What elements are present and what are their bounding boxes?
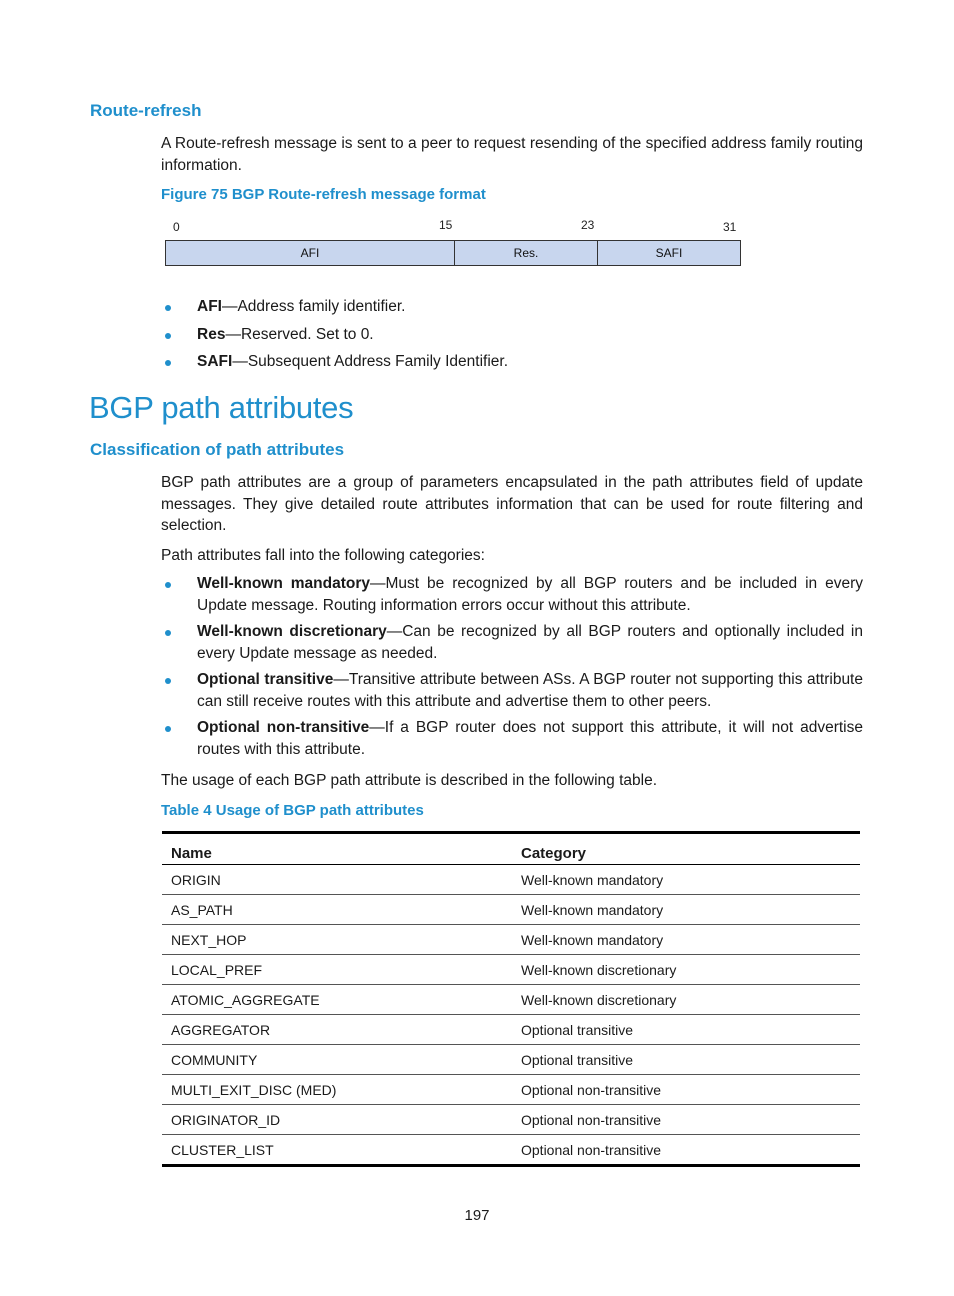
term: Well-known discretionary bbox=[197, 623, 387, 640]
table-row bbox=[162, 1105, 860, 1135]
cell-name: ORIGINATOR_ID bbox=[162, 1105, 512, 1135]
cell-name: COMMUNITY bbox=[162, 1045, 512, 1075]
column-header-category: Category bbox=[512, 833, 860, 865]
cell-category: Well-known discretionary bbox=[512, 985, 860, 1015]
table-lead: The usage of each BGP path attribute is described in the following table. bbox=[161, 772, 658, 789]
table-row bbox=[162, 1045, 860, 1075]
term: AFI bbox=[197, 298, 222, 315]
column-header-name: Name bbox=[162, 833, 512, 865]
cell-name: NEXT_HOP bbox=[162, 925, 512, 955]
table-caption: Table 4 Usage of BGP path attributes bbox=[161, 802, 424, 819]
cell-name: MULTI_EXIT_DISC (MED) bbox=[162, 1075, 512, 1105]
table-row bbox=[162, 1075, 860, 1105]
cell-name: AGGREGATOR bbox=[162, 1015, 512, 1045]
list-item bbox=[161, 669, 863, 712]
cell-category: Well-known discretionary bbox=[512, 955, 860, 985]
route-refresh-format-figure bbox=[165, 216, 743, 270]
list-item bbox=[161, 296, 863, 318]
bit-label-15: 15 bbox=[439, 218, 453, 232]
list-item bbox=[161, 324, 863, 346]
cell-category: Optional transitive bbox=[512, 1015, 860, 1045]
cell-category: Optional transitive bbox=[512, 1045, 860, 1075]
cell-category: Well-known mandatory bbox=[512, 895, 860, 925]
table-row bbox=[162, 895, 860, 925]
cell-category: Well-known mandatory bbox=[521, 871, 664, 888]
field-res: Res. bbox=[454, 241, 597, 265]
route-refresh-field-list bbox=[161, 296, 863, 373]
field-safi: SAFI bbox=[597, 241, 740, 265]
description: —Address family identifier. bbox=[221, 298, 406, 315]
bullet-icon bbox=[165, 582, 171, 588]
table-row bbox=[162, 1135, 860, 1166]
bit-label-31: 31 bbox=[723, 220, 737, 234]
section-heading-classification: Classification of path attributes bbox=[90, 440, 345, 459]
bit-label-0: 0 bbox=[173, 220, 180, 234]
bullet-icon bbox=[165, 360, 171, 366]
cell-category: Optional non-transitive bbox=[512, 1105, 860, 1135]
classification-intro: BGP path attributes are a group of parameters encapsulated in the path attributes field of update messages. They give detailed route attributes information that can be used for route filtering and selection. bbox=[161, 474, 863, 534]
term: SAFI bbox=[197, 353, 233, 370]
bullet-icon bbox=[165, 726, 171, 732]
term: Well-known mandatory bbox=[197, 575, 371, 592]
list-item bbox=[161, 717, 863, 760]
table-row bbox=[162, 865, 860, 895]
categories-lead: Path attributes fall into the following categories: bbox=[161, 547, 485, 564]
list-item bbox=[161, 573, 863, 616]
cell-category: Well-known mandatory bbox=[512, 925, 860, 955]
description: —Can be recognized by all BGP routers and optionally included in every Update message as needed. bbox=[197, 623, 863, 662]
table-row bbox=[162, 955, 860, 985]
description: —Must be recognized by all BGP routers and be included in every Update message. Routing information errors occur without this attribute. bbox=[197, 575, 863, 614]
list-item bbox=[161, 351, 863, 373]
section-heading-route-refresh: Route-refresh bbox=[90, 101, 202, 120]
table-row bbox=[162, 925, 860, 955]
table-header-row bbox=[162, 833, 860, 865]
field-row bbox=[165, 240, 741, 266]
table-row bbox=[162, 985, 860, 1015]
description: —Reserved. Set to 0. bbox=[225, 325, 374, 343]
cell-category: Optional non-transitive bbox=[512, 1135, 860, 1166]
category-list bbox=[161, 573, 863, 760]
field-afi: AFI bbox=[300, 246, 320, 260]
bullet-icon bbox=[165, 678, 171, 684]
bit-label-23: 23 bbox=[581, 218, 595, 232]
term: Optional non-transitive bbox=[197, 719, 370, 736]
cell-name: AS_PATH bbox=[162, 895, 512, 925]
page-number: 197 bbox=[464, 1207, 490, 1224]
cell-category: Optional non-transitive bbox=[512, 1075, 860, 1105]
bullet-icon bbox=[165, 333, 171, 339]
table-row bbox=[162, 1015, 860, 1045]
description: —Subsequent Address Family Identifier. bbox=[232, 353, 509, 370]
bullet-icon bbox=[165, 305, 171, 311]
route-refresh-intro: A Route-refresh message is sent to a peer to request resending of the specified address family routing information. bbox=[161, 135, 863, 174]
chapter-title: BGP path attributes bbox=[89, 390, 354, 425]
cell-name: LOCAL_PREF bbox=[162, 955, 512, 985]
list-item bbox=[161, 621, 863, 664]
term: Optional transitive bbox=[197, 671, 334, 688]
figure-caption: Figure 75 BGP Route-refresh message format bbox=[161, 186, 486, 203]
bullet-icon bbox=[165, 630, 171, 636]
cell-name: CLUSTER_LIST bbox=[162, 1135, 512, 1166]
description: —Transitive attribute between ASs. A BGP router not supporting this attribute can still receive routes with this attribute and advertise them to other peers. bbox=[197, 671, 863, 710]
description: —If a BGP router does not support this attribute, it will not advertise routes with this attribute. bbox=[197, 719, 863, 758]
cell-name: ORIGIN bbox=[171, 871, 221, 888]
cell-name: ATOMIC_AGGREGATE bbox=[162, 985, 512, 1015]
term: Res bbox=[197, 325, 226, 343]
path-attributes-table bbox=[162, 831, 860, 1167]
